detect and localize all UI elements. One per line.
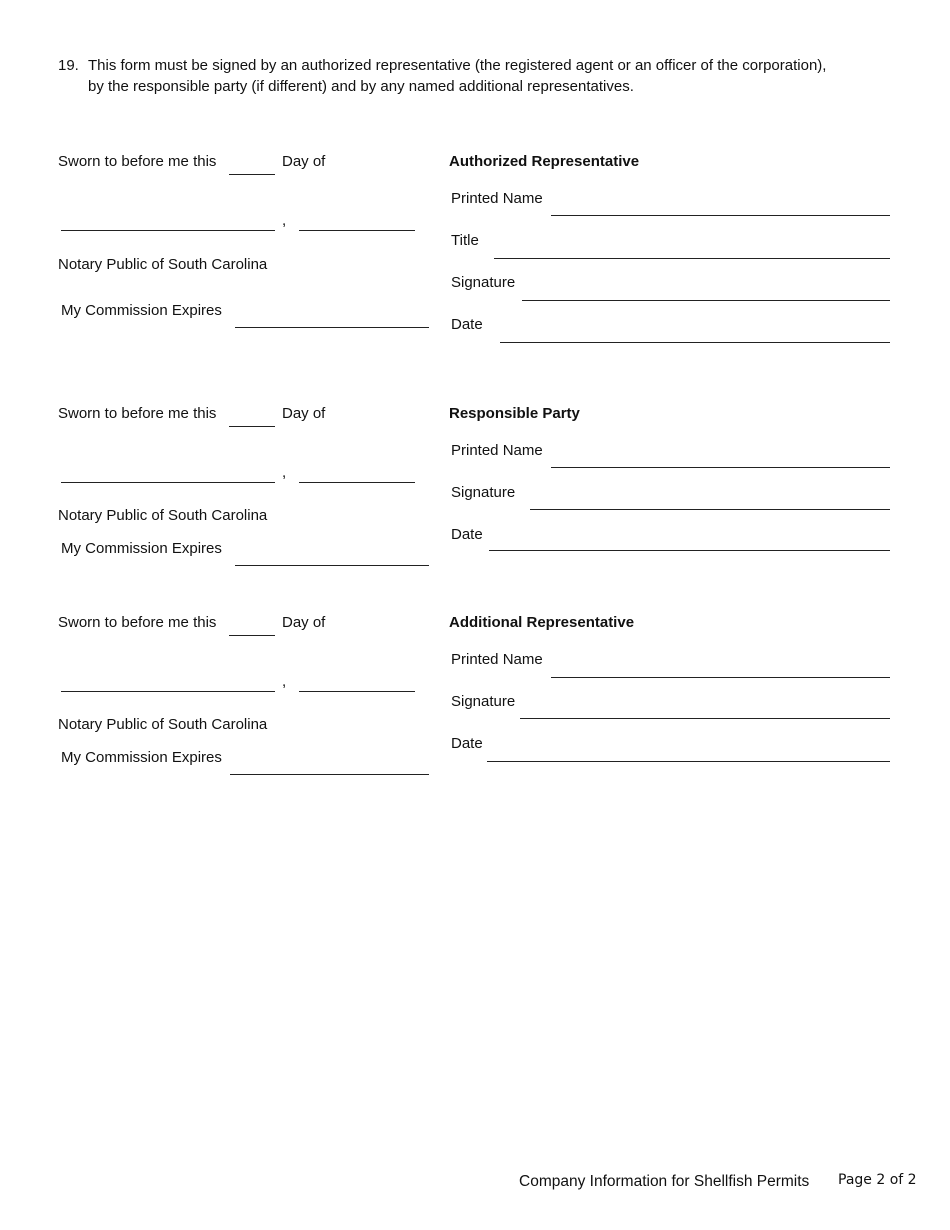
printed-name-label: Printed Name (451, 651, 543, 668)
title-field[interactable] (494, 258, 890, 259)
signature-field[interactable] (520, 718, 890, 719)
comma: , (282, 464, 287, 481)
comma: , (282, 673, 287, 690)
date-field[interactable] (500, 342, 890, 343)
notary-public-label: Notary Public of South Carolina (58, 256, 268, 273)
printed-name-field[interactable] (551, 215, 890, 216)
sworn-text: Sworn to before me this (58, 153, 217, 170)
printed-name-field[interactable] (551, 677, 890, 678)
responsible-heading: Responsible Party (449, 405, 580, 422)
signature-label: Signature (451, 484, 516, 501)
day-of-text: Day of (282, 614, 326, 631)
signature-label: Signature (451, 274, 516, 291)
signature-field[interactable] (522, 300, 890, 301)
footer-form-title: Company Information for Shellfish Permits (519, 1173, 810, 1190)
comma: , (282, 212, 287, 229)
commission-expires-field[interactable] (235, 565, 429, 566)
printed-name-label: Printed Name (451, 442, 543, 459)
notary-public-label: Notary Public of South Carolina (58, 716, 268, 733)
additional-heading: Additional Representative (449, 614, 635, 631)
commission-expires-label: My Commission Expires (61, 302, 222, 319)
instruction-line-1: This form must be signed by an authorized representative (the registered agent or an officer of the corporation), (88, 57, 827, 74)
signature-field[interactable] (530, 509, 890, 510)
signature-label: Signature (451, 693, 516, 710)
commission-expires-label: My Commission Expires (61, 540, 222, 557)
year-field[interactable] (299, 482, 415, 483)
month-field[interactable] (61, 691, 275, 692)
commission-expires-label: My Commission Expires (61, 749, 222, 766)
date-label: Date (451, 735, 483, 752)
date-field[interactable] (489, 550, 890, 551)
instruction-text (88, 55, 888, 97)
day-of-text: Day of (282, 153, 326, 170)
date-field[interactable] (487, 761, 890, 762)
day-field[interactable] (229, 426, 275, 427)
year-field[interactable] (299, 230, 415, 231)
day-field[interactable] (229, 174, 275, 175)
notary-public-label: Notary Public of South Carolina (58, 507, 268, 524)
printed-name-field[interactable] (551, 467, 890, 468)
commission-expires-field[interactable] (235, 327, 429, 328)
sworn-text: Sworn to before me this (58, 614, 217, 631)
authorized-heading: Authorized Representative (449, 153, 640, 170)
commission-expires-field[interactable] (230, 774, 429, 775)
month-field[interactable] (61, 230, 275, 231)
printed-name-label: Printed Name (451, 190, 543, 207)
day-of-text: Day of (282, 405, 326, 422)
day-field[interactable] (229, 635, 275, 636)
year-field[interactable] (299, 691, 415, 692)
month-field[interactable] (61, 482, 275, 483)
sworn-text: Sworn to before me this (58, 405, 217, 422)
instruction-line-2: by the responsible party (if different) and by any named additional representatives. (88, 78, 634, 95)
footer-page-number: Page 2 of 2 (838, 1172, 917, 1188)
date-label: Date (451, 316, 483, 333)
date-label: Date (451, 526, 483, 543)
title-label: Title (451, 232, 479, 249)
instruction-number: 19. (58, 57, 79, 74)
